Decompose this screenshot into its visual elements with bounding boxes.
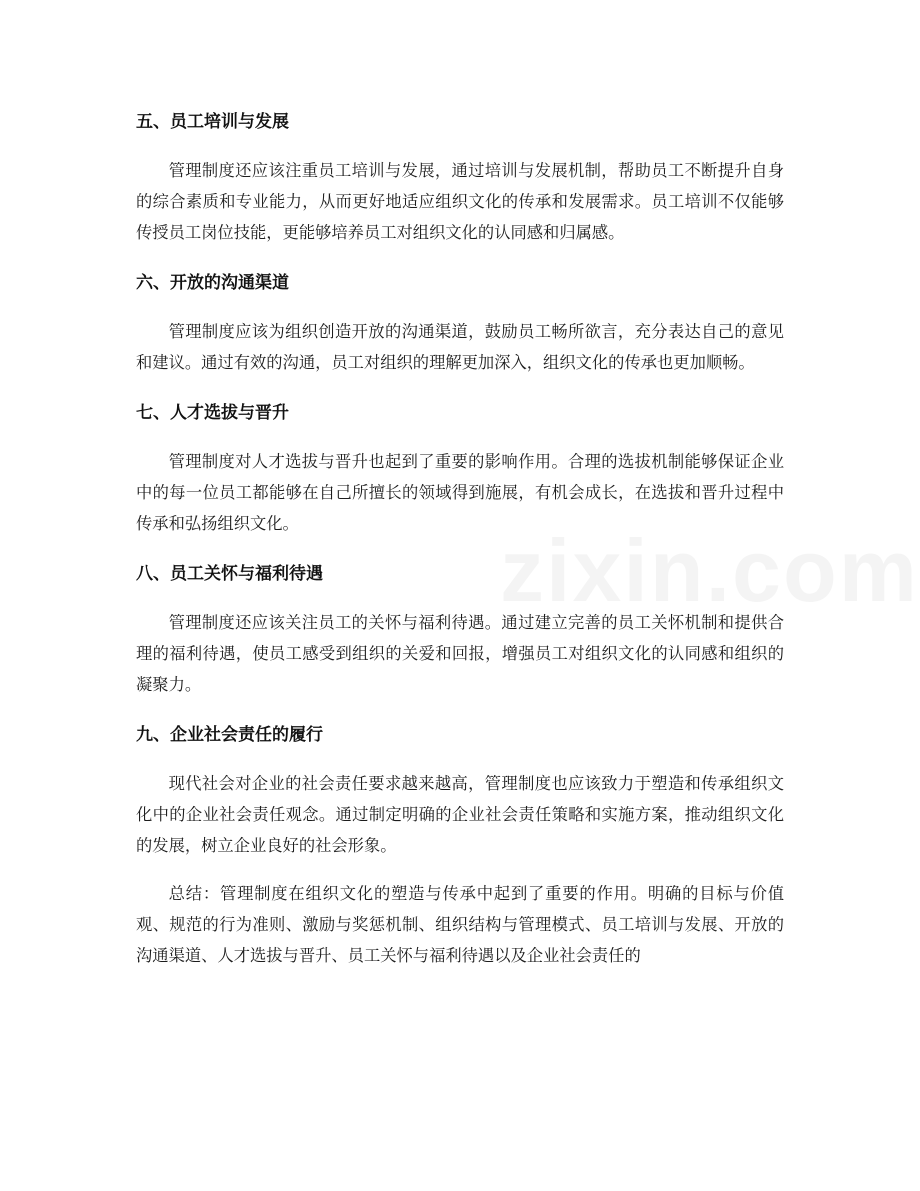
section-social-responsibility <box>136 717 784 861</box>
section-employee-care <box>136 556 784 700</box>
section-paragraph: 现代社会对企业的社会责任要求越来越高，管理制度也应该致力于塑造和传承组织文化中的企业社会责任观念。通过制定明确的企业社会责任策略和实施方案，推动组织文化的发展，树立企业良好的社会形象。 <box>136 774 784 855</box>
section-talent-promotion <box>136 395 784 539</box>
section-heading: 八、员工关怀与福利待遇 <box>136 564 323 584</box>
section-paragraph: 管理制度应该为组织创造开放的沟通渠道，鼓励员工畅所欲言，充分表达自己的意见和建议。通过有效的沟通，员工对组织的理解更加深入，组织文化的传承也更加顺畅。 <box>136 322 784 372</box>
summary-paragraph: 总结：管理制度在组织文化的塑造与传承中起到了重要的作用。明确的目标与价值观、规范的行为准则、激励与奖惩机制、组织结构与管理模式、员工培训与发展、开放的沟通渠道、人才选拔与晋升、员工关怀与福利待遇以及企业社会责任的 <box>136 884 784 965</box>
section-paragraph: 管理制度还应该注重员工培训与发展，通过培训与发展机制，帮助员工不断提升自身的综合素质和专业能力，从而更好地适应组织文化的传承和发展需求。员工培训不仅能够传授员工岗位技能，更能够培养员工对组织文化的认同感和归属感。 <box>136 161 784 242</box>
section-staff-training <box>136 104 784 248</box>
section-heading: 七、人才选拔与晋升 <box>136 403 289 423</box>
section-heading: 六、开放的沟通渠道 <box>136 273 289 293</box>
section-heading: 五、员工培训与发展 <box>136 112 289 132</box>
section-open-communication <box>136 265 784 378</box>
section-heading: 九、企业社会责任的履行 <box>136 725 323 745</box>
section-paragraph: 管理制度对人才选拔与晋升也起到了重要的影响作用。合理的选拔机制能够保证企业中的每一位员工都能够在自己所擅长的领域得到施展，有机会成长，在选拔和晋升过程中传承和弘扬组织文化。 <box>136 452 784 533</box>
document-page <box>136 104 784 988</box>
section-paragraph: 管理制度还应该关注员工的关怀与福利待遇。通过建立完善的员工关怀机制和提供合理的福利待遇，使员工感受到组织的关爱和回报，增强员工对组织文化的认同感和组织的凝聚力。 <box>136 613 784 694</box>
